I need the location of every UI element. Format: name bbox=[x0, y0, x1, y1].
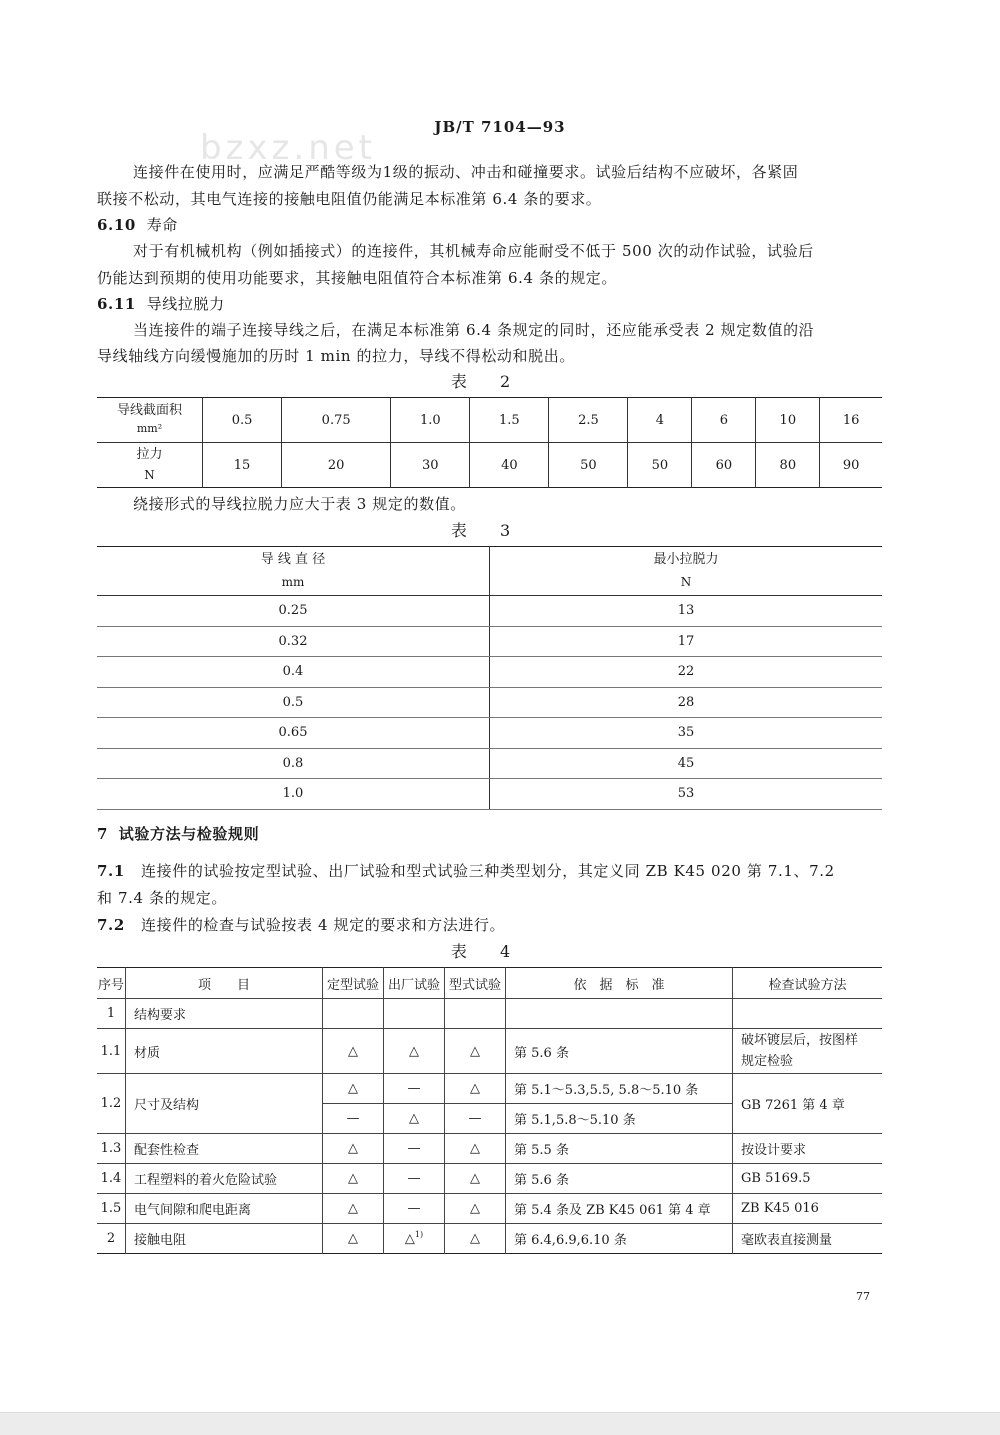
table-cell: △ bbox=[445, 1164, 506, 1194]
paragraph-line bbox=[97, 857, 835, 885]
table-cell: — bbox=[323, 1104, 384, 1134]
table-cell: 第 5.1,5.8～5.10 条 bbox=[506, 1104, 733, 1134]
table-cell: 第 5.5 条 bbox=[506, 1134, 733, 1164]
table-cell: △ bbox=[445, 1194, 506, 1224]
column-header: 定型试验 bbox=[323, 968, 384, 999]
column-unit: mm bbox=[281, 575, 305, 589]
paragraph-line: 和 7.4 条的规定。 bbox=[97, 889, 227, 907]
table-header-row bbox=[97, 547, 882, 596]
table-cell: 0.75 bbox=[282, 398, 391, 443]
table-cell: 50 bbox=[549, 443, 628, 488]
table-row bbox=[97, 443, 882, 488]
table-cell: 1.0 bbox=[97, 779, 490, 810]
table-cell: △ bbox=[323, 1194, 384, 1224]
table-cell: 1.2 bbox=[97, 1074, 126, 1134]
table-cell: 15 bbox=[203, 443, 282, 488]
page-number: 77 bbox=[856, 1290, 870, 1303]
section-heading-7 bbox=[97, 820, 259, 848]
table-cell: △ bbox=[445, 1134, 506, 1164]
section-title: 试验方法与检验规则 bbox=[118, 825, 260, 843]
table-cell: 6 bbox=[692, 398, 756, 443]
section-number: 6.10 bbox=[97, 216, 136, 234]
table-cell: GB 5169.5 bbox=[733, 1164, 883, 1194]
table-row bbox=[97, 999, 882, 1029]
document-header: JB/T 7104—93 bbox=[434, 118, 566, 136]
paragraph-line: 当连接件的端子连接导线之后，在满足本标准第 6.4 条规定的同时，还应能承受表 2 规定数值的沿 bbox=[133, 321, 815, 339]
table-row bbox=[97, 718, 882, 749]
table-cell: 尺寸及结构 bbox=[126, 1074, 323, 1134]
section-number: 6.11 bbox=[97, 295, 136, 313]
table-cell: △ bbox=[384, 1104, 445, 1134]
table-row bbox=[97, 748, 882, 779]
table-row bbox=[97, 1074, 882, 1104]
column-header: 检查试验方法 bbox=[733, 968, 883, 999]
table-cell: 1.3 bbox=[97, 1134, 126, 1164]
table-cell: 1.5 bbox=[470, 398, 549, 443]
table-cell: △ bbox=[445, 1074, 506, 1104]
table-cell: 0.65 bbox=[97, 718, 490, 749]
column-header: 依 据 标 准 bbox=[506, 968, 733, 999]
table-row bbox=[97, 1164, 882, 1194]
table-cell: 13 bbox=[490, 596, 883, 627]
table-cell: — bbox=[384, 1074, 445, 1104]
paragraph-line: 绕接形式的导线拉脱力应大于表 3 规定的数值。 bbox=[133, 495, 466, 513]
table-cell: 毫欧表直接测量 bbox=[733, 1224, 883, 1254]
table-cell bbox=[323, 999, 384, 1029]
table-cell: 0.8 bbox=[97, 748, 490, 779]
table-cell: △ bbox=[445, 1029, 506, 1074]
viewer-bottom-bar bbox=[0, 1412, 1000, 1435]
table-row bbox=[97, 596, 882, 627]
table-cell: 35 bbox=[490, 718, 883, 749]
column-header: 型式试验 bbox=[445, 968, 506, 999]
table-row bbox=[97, 657, 882, 688]
table-cell: △ bbox=[445, 1224, 506, 1254]
table-4-title: 表 4 bbox=[450, 942, 525, 961]
table-cell: 40 bbox=[470, 443, 549, 488]
table-cell: 2.5 bbox=[549, 398, 628, 443]
section-title: 导线拉脱力 bbox=[146, 295, 225, 313]
table-cell bbox=[733, 999, 883, 1029]
table-cell: 第 5.1～5.3,5.5, 5.8～5.10 条 bbox=[506, 1074, 733, 1104]
footnote-marker: 1) bbox=[414, 1230, 424, 1240]
table-cell: 接触电阻 bbox=[126, 1224, 323, 1254]
table-cell: 1.5 bbox=[97, 1194, 126, 1224]
table-row bbox=[97, 1134, 882, 1164]
table-cell: 90 bbox=[820, 443, 882, 488]
table-3 bbox=[97, 546, 882, 810]
table-cell bbox=[384, 1224, 445, 1254]
table-cell: △ bbox=[384, 1029, 445, 1074]
cell-line: 破坏镀层后，按图样 bbox=[741, 1033, 859, 1048]
table-cell: 电气间隙和爬电距离 bbox=[126, 1194, 323, 1224]
table-cell: 0.5 bbox=[203, 398, 282, 443]
table-cell: △ bbox=[323, 1164, 384, 1194]
column-header: 序号 bbox=[97, 968, 126, 999]
row-label-cell bbox=[97, 398, 203, 443]
table-cell: — bbox=[384, 1194, 445, 1224]
table-2 bbox=[97, 397, 882, 488]
table-cell: 20 bbox=[282, 443, 391, 488]
table-header-row bbox=[97, 968, 882, 999]
cell-line: 规定检验 bbox=[741, 1054, 794, 1069]
table-row bbox=[97, 687, 882, 718]
section-title: 寿命 bbox=[146, 216, 178, 234]
table-cell: △ bbox=[323, 1029, 384, 1074]
table-cell: — bbox=[384, 1134, 445, 1164]
table-cell: 22 bbox=[490, 657, 883, 688]
table-cell bbox=[384, 999, 445, 1029]
table-cell bbox=[445, 999, 506, 1029]
paragraph-line: 对于有机械机构（例如插接式）的连接件，其机械寿命应能耐受不低于 500 次的动作试验，试验后 bbox=[133, 242, 814, 260]
table-row bbox=[97, 779, 882, 810]
table-cell: 配套性检查 bbox=[126, 1134, 323, 1164]
table-cell: — bbox=[445, 1104, 506, 1134]
section-heading-6-11 bbox=[97, 290, 225, 318]
column-header: 出厂试验 bbox=[384, 968, 445, 999]
paragraph-line: 导线轴线方向缓慢施加的历时 1 min 的拉力，导线不得松动和脱出。 bbox=[97, 347, 575, 365]
table-cell: 第 5.6 条 bbox=[506, 1029, 733, 1074]
row-unit: N bbox=[144, 468, 155, 482]
table-2-title: 表 2 bbox=[450, 372, 525, 391]
table-3-title: 表 3 bbox=[450, 521, 525, 540]
cell-value: △ bbox=[404, 1231, 415, 1247]
table-row bbox=[97, 626, 882, 657]
table-cell: 1 bbox=[97, 999, 126, 1029]
table-cell: 2 bbox=[97, 1224, 126, 1254]
table-cell: 工程塑料的着火危险试验 bbox=[126, 1164, 323, 1194]
paragraph-line: 仍能达到预期的使用功能要求，其接触电阻值符合本标准第 6.4 条的规定。 bbox=[97, 269, 617, 287]
table-row bbox=[97, 1224, 882, 1254]
table-row bbox=[97, 1194, 882, 1224]
paragraph-line: 联接不松动，其电气连接的接触电阻值仍能满足本标准第 6.4 条的要求。 bbox=[97, 190, 602, 208]
table-cell: 17 bbox=[490, 626, 883, 657]
table-cell: 结构要求 bbox=[126, 999, 323, 1029]
table-cell: ZB K45 016 bbox=[733, 1194, 883, 1224]
column-header: 项 目 bbox=[126, 968, 323, 999]
table-cell: 50 bbox=[628, 443, 692, 488]
column-title: 最小拉脱力 bbox=[653, 552, 719, 567]
paragraph-text: 连接件的试验按定型试验、出厂试验和型式试验三种类型划分，其定义同 ZB K45 020 第 7.1、7.2 bbox=[141, 862, 835, 880]
table-cell: 10 bbox=[756, 398, 820, 443]
paragraph-line bbox=[97, 911, 505, 939]
table-cell bbox=[506, 999, 733, 1029]
table-cell: 16 bbox=[820, 398, 882, 443]
table-cell: 0.25 bbox=[97, 596, 490, 627]
table-cell: 30 bbox=[391, 443, 470, 488]
table-cell: 0.5 bbox=[97, 687, 490, 718]
row-label-cell bbox=[97, 443, 203, 488]
table-cell: 材质 bbox=[126, 1029, 323, 1074]
column-title: 导 线 直 径 bbox=[260, 552, 326, 567]
table-cell: △ bbox=[323, 1224, 384, 1254]
table-cell: 第 5.4 条及 ZB K45 061 第 4 章 bbox=[506, 1194, 733, 1224]
table-cell: 第 5.6 条 bbox=[506, 1164, 733, 1194]
table-cell: 28 bbox=[490, 687, 883, 718]
table-cell: 0.4 bbox=[97, 657, 490, 688]
table-4 bbox=[97, 967, 882, 1254]
table-cell: 1.1 bbox=[97, 1029, 126, 1074]
table-cell: 第 6.4,6.9,6.10 条 bbox=[506, 1224, 733, 1254]
column-header bbox=[490, 547, 883, 596]
table-cell: 4 bbox=[628, 398, 692, 443]
table-cell: 80 bbox=[756, 443, 820, 488]
table-cell: — bbox=[384, 1164, 445, 1194]
column-unit: N bbox=[680, 575, 692, 589]
table-cell: 1.0 bbox=[391, 398, 470, 443]
table-cell: 60 bbox=[692, 443, 756, 488]
column-header bbox=[97, 547, 490, 596]
table-cell: 45 bbox=[490, 748, 883, 779]
row-label: 拉力 bbox=[136, 447, 163, 462]
watermark: bzxz.net bbox=[200, 128, 377, 168]
table-cell: △ bbox=[323, 1074, 384, 1104]
table-row bbox=[97, 398, 882, 443]
table-cell: 0.32 bbox=[97, 626, 490, 657]
paragraph-text: 连接件的检查与试验按表 4 规定的要求和方法进行。 bbox=[141, 916, 506, 934]
table-cell: 53 bbox=[490, 779, 883, 810]
paragraph-line: 连接件在使用时，应满足严酷等级为1级的振动、冲击和碰撞要求。试验后结构不应破坏，各紧固 bbox=[133, 163, 799, 181]
row-label: 导线截面积 bbox=[116, 403, 182, 418]
row-unit: mm² bbox=[136, 422, 163, 435]
table-cell: GB 7261 第 4 章 bbox=[733, 1074, 883, 1134]
table-cell: 按设计要求 bbox=[733, 1134, 883, 1164]
table-cell: △ bbox=[323, 1134, 384, 1164]
table-cell bbox=[733, 1029, 883, 1074]
section-number: 7.2 bbox=[97, 916, 125, 934]
table-row bbox=[97, 1029, 882, 1074]
section-number: 7.1 bbox=[97, 862, 125, 880]
table-cell: 1.4 bbox=[97, 1164, 126, 1194]
section-heading-6-10 bbox=[97, 211, 178, 239]
section-number: 7 bbox=[97, 825, 109, 843]
